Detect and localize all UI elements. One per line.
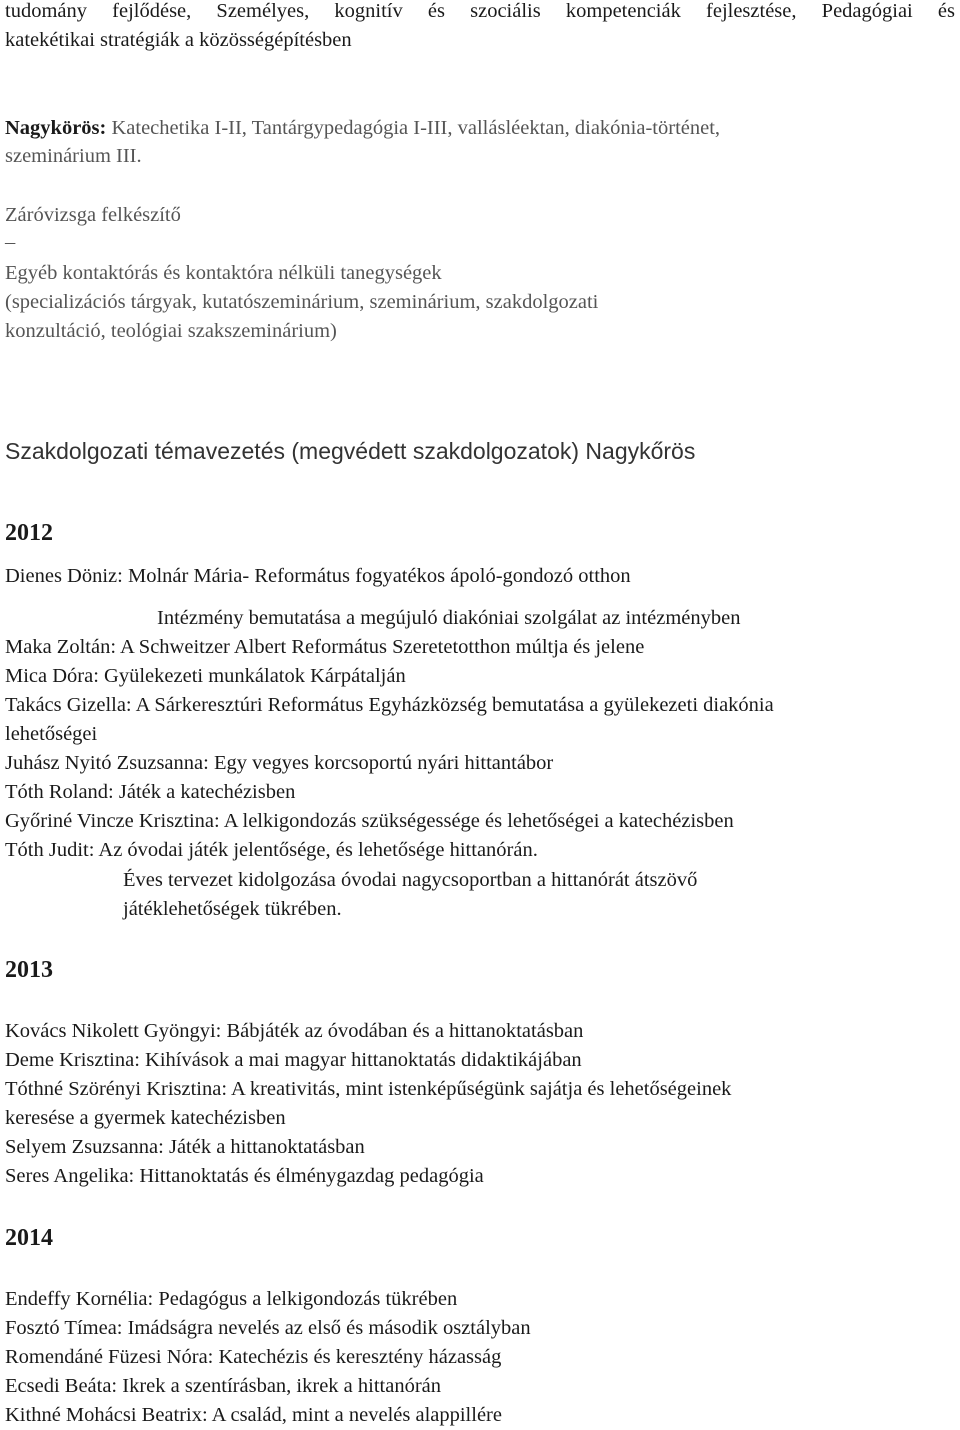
- egyeb-line-2: (specializációs tárgyak, kutatószeminárium, szeminárium, szakdolgozati: [5, 291, 599, 313]
- thesis-entry: Mica Dóra: Gyülekezeti munkálatok Kárpátalján: [5, 665, 406, 687]
- thesis-entry-continuation: lehetőségei: [5, 723, 98, 745]
- thesis-entry: Győriné Vincze Krisztina: A lelkigondozás szükségessége és lehetőségei a katechézisben: [5, 810, 734, 832]
- nagykoros-line-2: szeminárium III.: [5, 145, 142, 167]
- thesis-entry: Kithné Mohácsi Beatrix: A család, mint a nevelés alappillére: [5, 1404, 502, 1426]
- thesis-entry: Tóth Roland: Játék a katechézisben: [5, 781, 296, 803]
- thesis-entry: Tóthné Szörényi Krisztina: A kreativitás, mint istenképűségünk sajátja és lehetőségeinek: [5, 1078, 732, 1100]
- thesis-entry: Deme Krisztina: Kihívások a mai magyar hittanoktatás didaktikájában: [5, 1049, 582, 1071]
- intro-line-1: tudomány fejlődése, Személyes, kognitív és szociális kompetenciák fejlesztése, Pedagógiai és: [5, 0, 955, 22]
- thesis-entry: Ecsedi Beáta: Ikrek a szentírásban, ikrek a hittanórán: [5, 1375, 442, 1397]
- egyeb-line-3: konzultáció, teológiai szakszeminárium): [5, 320, 337, 342]
- thesis-entry: Kovács Nikolett Gyöngyi: Bábjáték az óvodában és a hittanoktatásban: [5, 1020, 584, 1042]
- year-heading-2012: 2012: [5, 520, 53, 546]
- zarovizsga-line: Záróvizsga felkészítő: [5, 204, 181, 226]
- dash-line: –: [5, 231, 16, 253]
- year-heading-2014: 2014: [5, 1225, 53, 1251]
- thesis-entry: Maka Zoltán: A Schweitzer Albert Református Szeretetotthon múltja és jelene: [5, 636, 645, 658]
- thesis-entry: Dienes Döniz: Molnár Mária- Református fogyatékos ápoló-gondozó otthon: [5, 565, 631, 587]
- thesis-entry-continuation: Intézmény bemutatása a megújuló diakóniai szolgálat az intézményben: [157, 607, 741, 629]
- thesis-entry-continuation: keresése a gyermek katechézisben: [5, 1107, 286, 1129]
- intro-line-2: katekétikai stratégiák a közösségépítésben: [5, 29, 352, 51]
- thesis-entry: Juhász Nyitó Zsuzsanna: Egy vegyes korcsoportú nyári hittantábor: [5, 752, 554, 774]
- thesis-entry: Takács Gizella: A Sárkeresztúri Református Egyházközség bemutatása a gyülekezeti diakónia: [5, 694, 774, 716]
- thesis-entry-continuation: játéklehetőségek tükrében.: [123, 898, 342, 920]
- thesis-entry-continuation: Éves tervezet kidolgozása óvodai nagycsoportban a hittanórát átszövő: [123, 869, 698, 891]
- section-heading: Szakdolgozati témavezetés (megvédett szakdolgozatok) Nagykőrös: [5, 438, 696, 464]
- thesis-entry: Seres Angelika: Hittanoktatás és élménygazdag pedagógia: [5, 1165, 484, 1187]
- nagykoros-courses: Katechetika I-II, Tantárgypedagógia I-III, vallásléektan, diakónia-történet,: [106, 117, 721, 139]
- nagykoros-label: Nagykörös:: [5, 117, 107, 139]
- thesis-entry: Romendáné Füzesi Nóra: Katechézis és keresztény házasság: [5, 1346, 502, 1368]
- thesis-entry: Endeffy Kornélia: Pedagógus a lelkigondozás tükrében: [5, 1288, 458, 1310]
- thesis-entry: Fosztó Tímea: Imádságra nevelés az első és második osztályban: [5, 1317, 531, 1339]
- year-heading-2013: 2013: [5, 957, 53, 983]
- egyeb-line-1: Egyéb kontaktórás és kontaktóra nélküli tanegységek: [5, 262, 442, 284]
- thesis-entry: Selyem Zsuzsanna: Játék a hittanoktatásban: [5, 1136, 365, 1158]
- nagykoros-line-1: [5, 114, 720, 143]
- thesis-entry: Tóth Judit: Az óvodai játék jelentősége, és lehetősége hittanórán.: [5, 839, 538, 861]
